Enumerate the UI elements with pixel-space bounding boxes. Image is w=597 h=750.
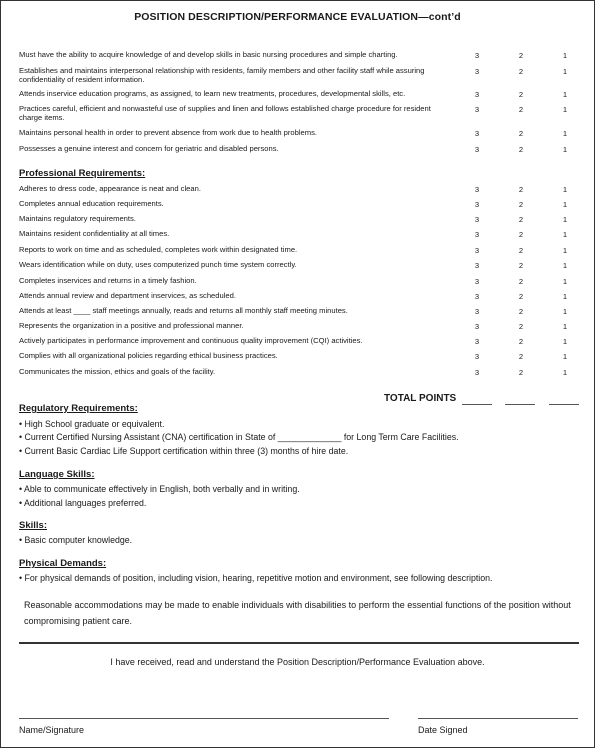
score-1[interactable]: 1 xyxy=(562,215,568,224)
score-2[interactable]: 2 xyxy=(518,261,524,270)
score-2[interactable]: 2 xyxy=(518,292,524,301)
divider xyxy=(19,642,579,644)
score-2[interactable]: 2 xyxy=(518,246,524,255)
score-1[interactable]: 1 xyxy=(562,277,568,286)
score-2[interactable]: 2 xyxy=(518,352,524,361)
criterion-item: Attends at least ____ staff meetings annually, reads and returns all monthly staff meeting minutes. xyxy=(19,306,348,315)
criterion-item: Attends annual review and department inservices, as scheduled. xyxy=(19,291,236,300)
total-points-blank-2[interactable] xyxy=(505,404,535,405)
score-3[interactable]: 3 xyxy=(474,185,480,194)
criterion-item: Possesses a genuine interest and concern for geriatric and disabled persons. xyxy=(19,144,279,153)
score-1[interactable]: 1 xyxy=(562,90,568,99)
list-item: • Basic computer knowledge. xyxy=(19,535,133,545)
score-2[interactable]: 2 xyxy=(518,215,524,224)
signature-label: Name/Signature xyxy=(19,725,85,735)
score-3[interactable]: 3 xyxy=(474,337,480,346)
score-2[interactable]: 2 xyxy=(518,51,524,60)
score-2[interactable]: 2 xyxy=(518,307,524,316)
score-2[interactable]: 2 xyxy=(518,67,524,76)
criterion-item: Represents the organization in a positive and professional manner. xyxy=(19,321,244,330)
list-item: • For physical demands of position, including vision, hearing, repetitive motion and environment, see following description. xyxy=(19,573,493,583)
score-2[interactable]: 2 xyxy=(518,145,524,154)
list-item: • Current Certified Nursing Assistant (CNA) certification in State of _____________ for Long Term Care Facilities. xyxy=(19,432,459,442)
score-1[interactable]: 1 xyxy=(562,129,568,138)
score-2[interactable]: 2 xyxy=(518,200,524,209)
criterion-item: Maintains resident confidentiality at all times. xyxy=(19,229,170,238)
score-3[interactable]: 3 xyxy=(474,51,480,60)
signature-line[interactable] xyxy=(19,718,389,719)
score-2[interactable]: 2 xyxy=(518,277,524,286)
score-3[interactable]: 3 xyxy=(474,352,480,361)
professional-requirements-heading: Professional Requirements: xyxy=(19,168,146,179)
score-3[interactable]: 3 xyxy=(474,230,480,239)
score-3[interactable]: 3 xyxy=(474,145,480,154)
total-points-blank-1[interactable] xyxy=(549,404,579,405)
score-1[interactable]: 1 xyxy=(562,200,568,209)
score-3[interactable]: 3 xyxy=(474,277,480,286)
score-1[interactable]: 1 xyxy=(562,185,568,194)
criterion-item: Must have the ability to acquire knowledge of and develop skills in basic nursing procedures and simple charting. xyxy=(19,50,398,59)
score-2[interactable]: 2 xyxy=(518,105,524,114)
score-2[interactable]: 2 xyxy=(518,185,524,194)
date-signed-label: Date Signed xyxy=(418,725,468,735)
page-title: POSITION DESCRIPTION/PERFORMANCE EVALUATION—cont’d xyxy=(134,11,461,23)
score-3[interactable]: 3 xyxy=(474,90,480,99)
score-1[interactable]: 1 xyxy=(562,352,568,361)
acknowledgement-text: I have received, read and understand the Position Description/Performance Evaluation above. xyxy=(110,657,485,667)
score-2[interactable]: 2 xyxy=(518,322,524,331)
score-1[interactable]: 1 xyxy=(562,67,568,76)
score-1[interactable]: 1 xyxy=(562,307,568,316)
criterion-item: Adheres to dress code, appearance is neat and clean. xyxy=(19,184,201,193)
score-1[interactable]: 1 xyxy=(562,368,568,377)
regulatory-requirements-heading: Regulatory Requirements: xyxy=(19,403,138,414)
score-1[interactable]: 1 xyxy=(562,337,568,346)
score-3[interactable]: 3 xyxy=(474,67,480,76)
score-2[interactable]: 2 xyxy=(518,337,524,346)
score-2[interactable]: 2 xyxy=(518,368,524,377)
score-3[interactable]: 3 xyxy=(474,215,480,224)
score-2[interactable]: 2 xyxy=(518,129,524,138)
criterion-item: Completes inservices and returns in a timely fashion. xyxy=(19,276,197,285)
criterion-item: Completes annual education requirements. xyxy=(19,199,164,208)
criterion-item: Communicates the mission, ethics and goals of the facility. xyxy=(19,367,216,376)
score-3[interactable]: 3 xyxy=(474,200,480,209)
score-3[interactable]: 3 xyxy=(474,105,480,114)
score-3[interactable]: 3 xyxy=(474,368,480,377)
list-item: • Current Basic Cardiac Life Support certification within three (3) months of hire date. xyxy=(19,446,349,456)
score-1[interactable]: 1 xyxy=(562,51,568,60)
criterion-item: Wears identification while on duty, uses computerized punch time system correctly. xyxy=(19,260,297,269)
score-1[interactable]: 1 xyxy=(562,145,568,154)
criterion-item: Maintains personal health in order to prevent absence from work due to health problems. xyxy=(19,128,318,137)
list-item: • Able to communicate effectively in English, both verbally and in writing. xyxy=(19,484,300,494)
date-signed-line[interactable] xyxy=(418,718,578,719)
score-3[interactable]: 3 xyxy=(474,246,480,255)
score-3[interactable]: 3 xyxy=(474,292,480,301)
criterion-item: Actively participates in performance improvement and continuous quality improvement (CQI) activities. xyxy=(19,336,363,345)
criterion-item: Reports to work on time and as scheduled, completes work within designated time. xyxy=(19,245,298,254)
total-points-blank-3[interactable] xyxy=(462,404,492,405)
language-skills-heading: Language Skills: xyxy=(19,469,95,480)
score-1[interactable]: 1 xyxy=(562,105,568,114)
score-2[interactable]: 2 xyxy=(518,230,524,239)
criterion-item: Complies with all organizational policies regarding ethical business practices. xyxy=(19,351,278,360)
score-1[interactable]: 1 xyxy=(562,322,568,331)
score-1[interactable]: 1 xyxy=(562,292,568,301)
criterion-item: Attends inservice education programs, as assigned, to learn new treatments, procedures, developmental skills, etc. xyxy=(19,89,406,98)
score-3[interactable]: 3 xyxy=(474,129,480,138)
score-3[interactable]: 3 xyxy=(474,307,480,316)
score-3[interactable]: 3 xyxy=(474,261,480,270)
criterion-item: Establishes and maintains interpersonal relationship with residents, family members and other facility staff while assuring confidentiality of resident information. xyxy=(19,66,425,84)
score-1[interactable]: 1 xyxy=(562,261,568,270)
list-item: • High School graduate or equivalent. xyxy=(19,419,165,429)
criterion-item: Maintains regulatory requirements. xyxy=(19,214,136,223)
criterion-item: Practices careful, efficient and nonwasteful use of supplies and linen and follows established charge procedure for resident charge items. xyxy=(19,104,431,122)
accommodations-note: Reasonable accommodations may be made to enable individuals with disabilities to perform the essential functions of the position without compromising patient care. xyxy=(24,600,571,626)
total-points-label: TOTAL POINTS xyxy=(384,393,457,404)
score-1[interactable]: 1 xyxy=(562,230,568,239)
list-item: • Additional languages preferred. xyxy=(19,498,147,508)
score-3[interactable]: 3 xyxy=(474,322,480,331)
skills-heading: Skills: xyxy=(19,520,47,531)
score-2[interactable]: 2 xyxy=(518,90,524,99)
score-1[interactable]: 1 xyxy=(562,246,568,255)
physical-demands-heading: Physical Demands: xyxy=(19,558,107,569)
